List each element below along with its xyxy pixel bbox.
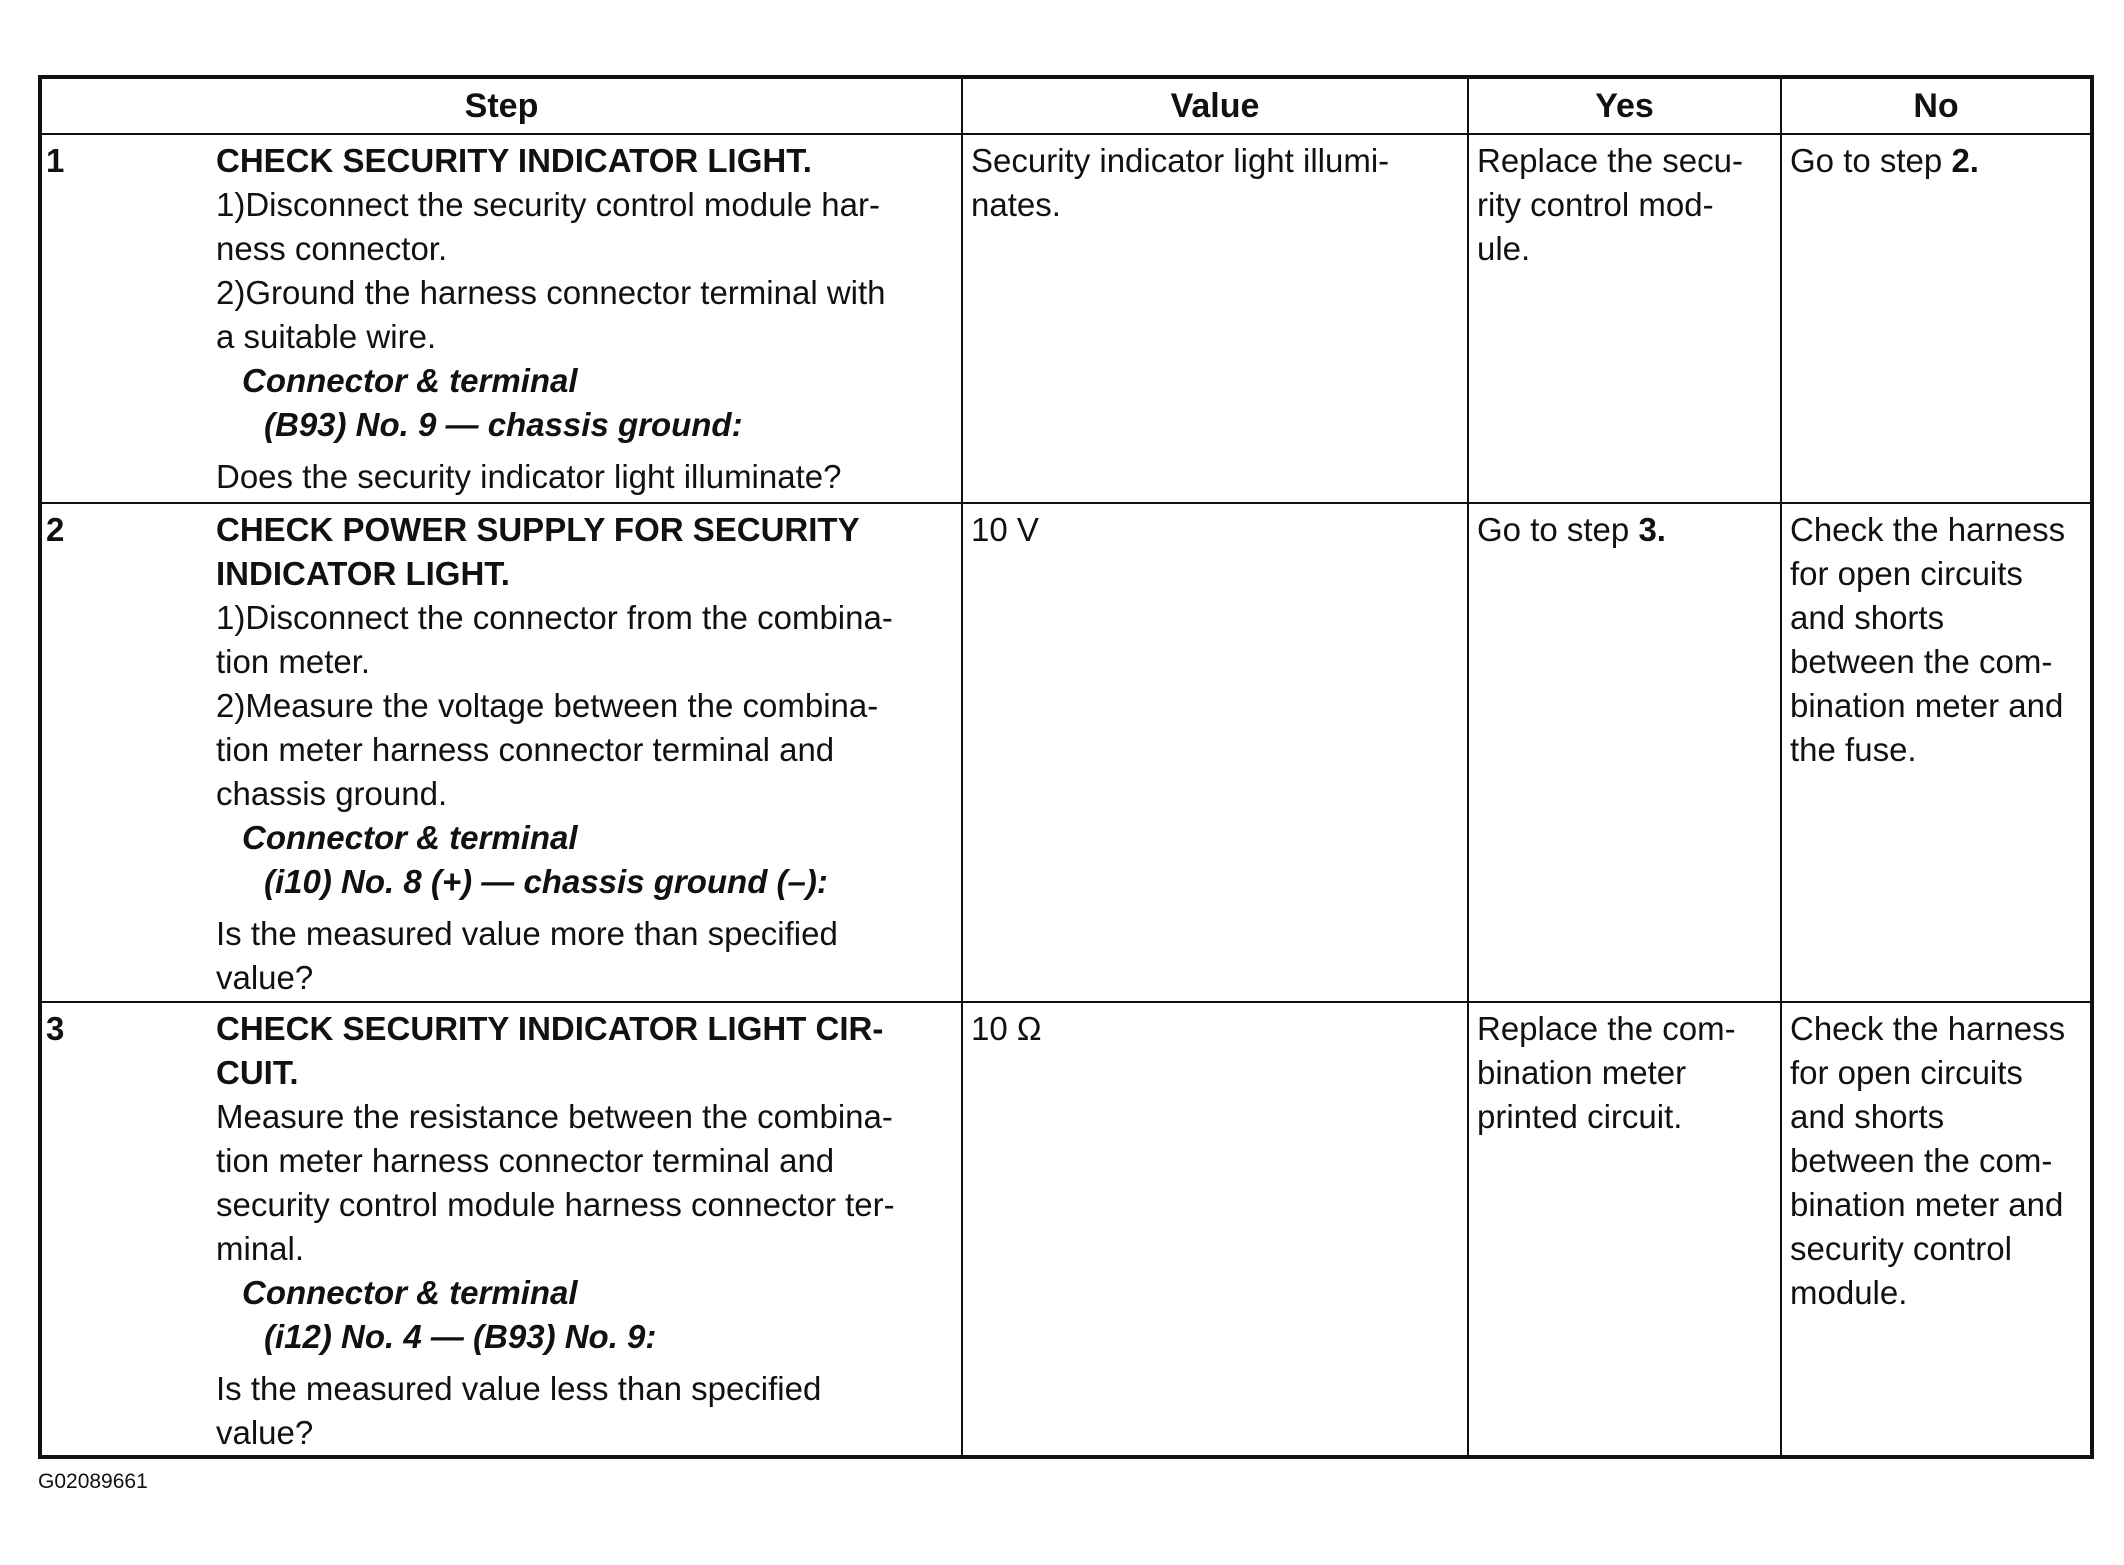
- value-text: 10 V: [971, 511, 1039, 548]
- no-line: the fuse.: [1790, 731, 1917, 768]
- no-line: Check the harness: [1790, 1010, 2066, 1047]
- value-cell: [962, 1002, 1468, 1457]
- step-body: [216, 135, 961, 499]
- step-question: Is the measured value more than specified: [216, 915, 838, 952]
- step-question: Is the measured value less than specified: [216, 1370, 822, 1407]
- connector-heading: Connector & terminal: [242, 362, 578, 399]
- yes-line: rity control mod-: [1477, 186, 1714, 223]
- yes-line: Replace the secu-: [1477, 142, 1743, 179]
- yes-cell: [1468, 503, 1781, 1002]
- step-title: CHECK SECURITY INDICATOR LIGHT CIR-: [216, 1010, 884, 1047]
- no-cell: [1781, 134, 2092, 503]
- instruction-line: ness connector.: [216, 230, 448, 267]
- step-title: CUIT.: [216, 1054, 299, 1091]
- no-line: and shorts: [1790, 599, 1945, 636]
- no-cell: [1781, 1002, 2092, 1457]
- connector-heading: Connector & terminal: [242, 819, 578, 856]
- step-question: value?: [216, 1414, 314, 1451]
- no-line: bination meter and: [1790, 1186, 2064, 1223]
- instruction-line: tion meter.: [216, 643, 371, 680]
- yes-line: ule.: [1477, 230, 1531, 267]
- step-title: CHECK POWER SUPPLY FOR SECURITY: [216, 511, 860, 548]
- connector-spec: (i12) No. 4 — (B93) No. 9:: [264, 1318, 657, 1355]
- step-number: 2: [46, 511, 65, 548]
- step-title: INDICATOR LIGHT.: [216, 555, 510, 592]
- table-row: [40, 134, 2092, 503]
- no-line: module.: [1790, 1274, 1908, 1311]
- instruction-line: 2)Ground the harness connector terminal with: [216, 274, 886, 311]
- step-cell: [40, 134, 962, 503]
- header-no: No: [1781, 77, 2092, 134]
- yes-cell: [1468, 1002, 1781, 1457]
- no-line: bination meter and: [1790, 687, 2064, 724]
- no-line: between the com-: [1790, 643, 2053, 680]
- value-cell: [962, 503, 1468, 1002]
- header-yes: Yes: [1468, 77, 1781, 134]
- yes-line: printed circuit.: [1477, 1098, 1683, 1135]
- yes-line: Replace the com-: [1477, 1010, 1736, 1047]
- figure-code: G02089661: [38, 1470, 148, 1493]
- step-title: CHECK SECURITY INDICATOR LIGHT.: [216, 142, 812, 179]
- value-line: nates.: [971, 186, 1061, 223]
- instruction-line: 2)Measure the voltage between the combina-: [216, 687, 879, 724]
- instruction-line: 1)Disconnect the security control module har-: [216, 186, 880, 223]
- no-line: and shorts: [1790, 1098, 1945, 1135]
- step-number: 3: [46, 1010, 65, 1047]
- header-row: [40, 77, 2092, 134]
- no-text: Go to step: [1790, 142, 1952, 179]
- instruction-line: chassis ground.: [216, 775, 448, 812]
- diagnostic-table: [38, 75, 2094, 1459]
- yes-text: Go to step: [1477, 511, 1639, 548]
- connector-spec: (i10) No. 8 (+) — chassis ground (–):: [264, 863, 828, 900]
- instruction-line: security control module harness connector ter-: [216, 1186, 895, 1223]
- no-cell: [1781, 503, 2092, 1002]
- table-row: [40, 1002, 2092, 1457]
- instruction-line: minal.: [216, 1230, 305, 1267]
- step-number: 1: [46, 142, 65, 179]
- instruction-line: tion meter harness connector terminal and: [216, 731, 835, 768]
- header-step: Step: [40, 77, 962, 134]
- yes-line: bination meter: [1477, 1054, 1687, 1091]
- instruction-line: Measure the resistance between the combina-: [216, 1098, 893, 1135]
- instruction-line: 1)Disconnect the connector from the combina-: [216, 599, 893, 636]
- no-line: between the com-: [1790, 1142, 2053, 1179]
- value-text: 10 Ω: [971, 1010, 1042, 1047]
- step-body: [216, 504, 961, 1000]
- step-cell: [40, 1002, 962, 1457]
- step-cell: [40, 503, 962, 1002]
- no-line: security control: [1790, 1230, 2012, 1267]
- connector-heading: Connector & terminal: [242, 1274, 578, 1311]
- step-body: [216, 1003, 961, 1455]
- value-cell: [962, 134, 1468, 503]
- step-question: value?: [216, 959, 314, 996]
- no-line: for open circuits: [1790, 555, 2023, 592]
- instruction-line: tion meter harness connector terminal and: [216, 1142, 835, 1179]
- yes-cell: [1468, 134, 1781, 503]
- connector-spec: (B93) No. 9 — chassis ground:: [264, 406, 743, 443]
- yes-step-ref: 3.: [1638, 511, 1666, 548]
- table-row: [40, 503, 2092, 1002]
- no-line: for open circuits: [1790, 1054, 2023, 1091]
- no-line: Check the harness: [1790, 511, 2066, 548]
- step-question: Does the security indicator light illuminate?: [216, 458, 842, 495]
- instruction-line: a suitable wire.: [216, 318, 437, 355]
- value-line: Security indicator light illumi-: [971, 142, 1390, 179]
- header-value: Value: [962, 77, 1468, 134]
- no-step-ref: 2.: [1951, 142, 1979, 179]
